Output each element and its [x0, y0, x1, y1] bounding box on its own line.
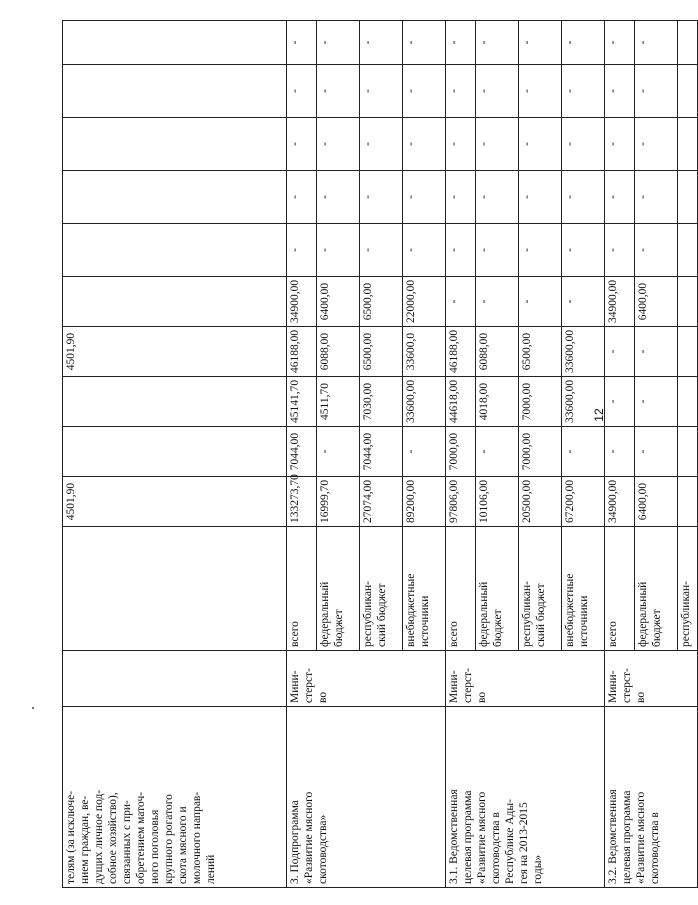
- executor-cell: [287, 651, 446, 707]
- value-cell: 6400,00: [635, 477, 678, 527]
- program-name-line: 3.2. Ведомственная: [607, 789, 619, 884]
- value-cell: -: [287, 21, 317, 65]
- value-cell: -: [519, 277, 562, 327]
- value-cell: -: [562, 21, 605, 65]
- value-cell: -: [317, 118, 360, 171]
- program-name-line: скотоводства в: [490, 812, 502, 884]
- page-number: 12: [592, 408, 606, 422]
- executor-line: стерст-: [462, 668, 474, 703]
- value-cell: -: [476, 118, 519, 171]
- value-cell: 6400,00: [317, 277, 360, 327]
- value-cell: -: [605, 21, 635, 65]
- program-name-line: телям (за исключе-: [65, 790, 77, 884]
- value-cell: -: [287, 65, 317, 118]
- funding-source-cell: [360, 527, 403, 651]
- funding-source-cell: [476, 527, 519, 651]
- program-name-cell: [63, 707, 287, 888]
- value-cell: 33600,00: [562, 377, 605, 427]
- value-cell: -: [317, 224, 360, 277]
- value-cell: 7000,00: [519, 427, 562, 477]
- value-cell: 34900,00: [605, 277, 635, 327]
- value-cell: [678, 277, 698, 327]
- value-cell: 4501,90: [63, 327, 287, 377]
- program-name-line: годы»: [532, 854, 544, 884]
- funding-source-cell: [287, 527, 317, 651]
- table-body: [63, 21, 698, 888]
- funding-source-line: республикан-: [362, 581, 374, 647]
- program-name-line: скота мясного и: [177, 806, 189, 884]
- program-name-line: крупного рогатого: [163, 794, 175, 884]
- funding-source-line: ский бюджет: [376, 583, 388, 647]
- funding-source-line: федеральный: [319, 581, 331, 647]
- value-cell: -: [287, 224, 317, 277]
- program-name-cell: [605, 707, 698, 888]
- value-cell: 6500,00: [360, 277, 403, 327]
- funding-source-line: бюджет: [333, 609, 345, 647]
- value-cell: 6400,00: [635, 277, 678, 327]
- value-cell: 67200,00: [562, 477, 605, 527]
- program-name-line: «Развитие мясного: [303, 791, 315, 884]
- value-cell: -: [476, 21, 519, 65]
- value-cell: [63, 171, 287, 224]
- value-cell: 22000,00: [403, 277, 446, 327]
- value-cell: -: [605, 118, 635, 171]
- funding-source-line: ский бюджет: [535, 583, 547, 647]
- program-name-line: собное хозяйство),: [107, 792, 119, 884]
- value-cell: -: [317, 427, 360, 477]
- executor-line: во: [476, 691, 488, 703]
- funding-source-cell: [446, 527, 476, 651]
- value-cell: [63, 65, 287, 118]
- value-cell: -: [360, 65, 403, 118]
- funding-source-cell: [605, 527, 635, 651]
- funding-source-line: всего: [289, 621, 301, 647]
- value-cell: -: [476, 171, 519, 224]
- value-cell: -: [317, 171, 360, 224]
- value-cell: 34900,00: [287, 277, 317, 327]
- funding-source-cell: [635, 527, 678, 651]
- value-cell: -: [519, 21, 562, 65]
- program-name-line: молочного направ-: [191, 791, 203, 884]
- program-name-line: Республике Ады-: [504, 799, 516, 884]
- funding-source-cell: [678, 527, 698, 651]
- value-cell: 6088,00: [317, 327, 360, 377]
- value-cell: -: [446, 224, 476, 277]
- value-cell: [678, 65, 698, 118]
- value-cell: [63, 377, 287, 427]
- program-name-line: лений: [205, 854, 217, 884]
- value-cell: -: [287, 118, 317, 171]
- value-cell: -: [605, 171, 635, 224]
- value-cell: 33600,00: [562, 327, 605, 377]
- program-name-line: ного поголовья: [149, 809, 161, 884]
- funding-source-line: федеральный: [478, 581, 490, 647]
- program-name-line: целевая программа: [462, 790, 474, 884]
- table-row: [605, 21, 635, 888]
- value-cell: [63, 224, 287, 277]
- value-cell: [63, 21, 287, 65]
- value-cell: -: [446, 277, 476, 327]
- value-cell: -: [403, 171, 446, 224]
- value-cell: 10106,00: [476, 477, 519, 527]
- program-name-line: «Развитие мясного: [635, 791, 647, 884]
- value-cell: -: [635, 118, 678, 171]
- executor-line: Мини-: [607, 670, 619, 703]
- value-cell: -: [360, 171, 403, 224]
- value-cell: 133273,70: [287, 477, 317, 527]
- executor-line: Мини-: [289, 670, 301, 703]
- value-cell: [63, 427, 287, 477]
- executor-cell: [63, 651, 287, 707]
- value-cell: -: [317, 65, 360, 118]
- value-cell: -: [403, 21, 446, 65]
- value-cell: -: [446, 171, 476, 224]
- value-cell: [678, 118, 698, 171]
- rotated-table-container: [62, 21, 692, 888]
- executor-line: Мини-: [448, 670, 460, 703]
- value-cell: 46188,00: [287, 327, 317, 377]
- program-name-line: целевая программа: [621, 790, 633, 884]
- value-cell: [678, 477, 698, 527]
- value-cell: 6088,00: [476, 327, 519, 377]
- value-cell: -: [605, 427, 635, 477]
- value-cell: -: [519, 224, 562, 277]
- value-cell: -: [635, 327, 678, 377]
- value-cell: [678, 377, 698, 427]
- value-cell: -: [446, 21, 476, 65]
- value-cell: 4501,90: [63, 477, 287, 527]
- value-cell: -: [360, 224, 403, 277]
- value-cell: [63, 277, 287, 327]
- value-cell: 34900,00: [605, 477, 635, 527]
- value-cell: 6500,00: [519, 327, 562, 377]
- value-cell: -: [360, 21, 403, 65]
- funding-source-cell: [562, 527, 605, 651]
- program-name-line: скотоводства в: [649, 812, 661, 884]
- value-cell: 46188,00: [446, 327, 476, 377]
- table-row: [287, 21, 317, 888]
- funding-source-line: всего: [448, 621, 460, 647]
- value-cell: 45141,70: [287, 377, 317, 427]
- program-name-line: нием граждан, ве-: [79, 795, 91, 884]
- value-cell: -: [403, 65, 446, 118]
- funding-source-line: источники: [419, 595, 431, 647]
- value-cell: 7030,00: [360, 377, 403, 427]
- value-cell: -: [519, 171, 562, 224]
- funding-source-cell: [403, 527, 446, 651]
- value-cell: -: [446, 65, 476, 118]
- program-name-cell: [287, 707, 446, 888]
- value-cell: -: [562, 224, 605, 277]
- program-name-line: скотоводства»: [317, 814, 329, 884]
- value-cell: 27074,00: [360, 477, 403, 527]
- value-cell: 7044,00: [360, 427, 403, 477]
- value-cell: 89200,00: [403, 477, 446, 527]
- value-cell: -: [605, 377, 635, 427]
- value-cell: [678, 327, 698, 377]
- value-cell: -: [476, 427, 519, 477]
- value-cell: -: [317, 21, 360, 65]
- value-cell: 4018,00: [476, 377, 519, 427]
- value-cell: 4511,70: [317, 377, 360, 427]
- value-cell: -: [605, 327, 635, 377]
- value-cell: -: [562, 277, 605, 327]
- funding-source-cell: [63, 527, 287, 651]
- value-cell: [678, 224, 698, 277]
- table-row: [63, 21, 287, 888]
- funding-source-line: бюджет: [651, 609, 663, 647]
- executor-line: во: [317, 691, 329, 703]
- funding-source-line: внебюджетные: [405, 573, 417, 647]
- value-cell: -: [446, 118, 476, 171]
- value-cell: -: [605, 224, 635, 277]
- value-cell: -: [476, 65, 519, 118]
- funding-source-line: бюджет: [492, 609, 504, 647]
- value-cell: [63, 118, 287, 171]
- value-cell: [678, 171, 698, 224]
- program-name-line: дущих личное под-: [93, 789, 105, 884]
- value-cell: -: [635, 377, 678, 427]
- value-cell: -: [635, 171, 678, 224]
- value-cell: 7000,00: [446, 427, 476, 477]
- value-cell: 33600,0: [403, 327, 446, 377]
- funding-source-line: всего: [607, 621, 619, 647]
- value-cell: -: [360, 118, 403, 171]
- value-cell: 6500,00: [360, 327, 403, 377]
- funding-source-cell: [317, 527, 360, 651]
- program-name-cell: [446, 707, 605, 888]
- value-cell: 7000,00: [519, 377, 562, 427]
- executor-line: стерст-: [303, 668, 315, 703]
- value-cell: -: [403, 427, 446, 477]
- value-cell: [678, 21, 698, 65]
- stray-dot: [32, 707, 34, 709]
- value-cell: [678, 427, 698, 477]
- value-cell: 16999,70: [317, 477, 360, 527]
- value-cell: -: [562, 65, 605, 118]
- value-cell: -: [476, 224, 519, 277]
- program-name-line: гея на 2013-2015: [518, 802, 530, 884]
- table-row: [446, 21, 476, 888]
- value-cell: -: [519, 118, 562, 171]
- value-cell: -: [635, 224, 678, 277]
- funding-source-line: республикан-: [521, 581, 533, 647]
- funding-source-line: источники: [578, 595, 590, 647]
- funding-source-cell: [519, 527, 562, 651]
- value-cell: 7044,00: [287, 427, 317, 477]
- program-name-line: обретением маточ-: [135, 791, 147, 884]
- value-cell: -: [287, 171, 317, 224]
- program-name-line: 3.1. Ведомственная: [448, 789, 460, 884]
- program-name-line: «Развитие мясного: [476, 791, 488, 884]
- executor-cell: [605, 651, 698, 707]
- value-cell: 33600,00: [403, 377, 446, 427]
- value-cell: -: [562, 171, 605, 224]
- value-cell: -: [403, 118, 446, 171]
- value-cell: 44618,00: [446, 377, 476, 427]
- budget-table: [62, 20, 698, 888]
- value-cell: 97806,00: [446, 477, 476, 527]
- executor-line: во: [635, 691, 647, 703]
- value-cell: -: [635, 65, 678, 118]
- value-cell: -: [519, 65, 562, 118]
- funding-source-line: федеральный: [637, 581, 649, 647]
- value-cell: -: [635, 427, 678, 477]
- value-cell: -: [403, 224, 446, 277]
- value-cell: 20500,00: [519, 477, 562, 527]
- executor-line: стерст-: [621, 668, 633, 703]
- program-name-line: 3. Подпрограмма: [289, 800, 301, 884]
- value-cell: -: [605, 65, 635, 118]
- funding-source-line: республикан-: [680, 581, 692, 647]
- executor-cell: [446, 651, 605, 707]
- funding-source-line: внебюджетные: [564, 573, 576, 647]
- value-cell: -: [635, 21, 678, 65]
- program-name-line: связанных с при-: [121, 800, 133, 884]
- value-cell: -: [476, 277, 519, 327]
- value-cell: -: [562, 427, 605, 477]
- value-cell: -: [562, 118, 605, 171]
